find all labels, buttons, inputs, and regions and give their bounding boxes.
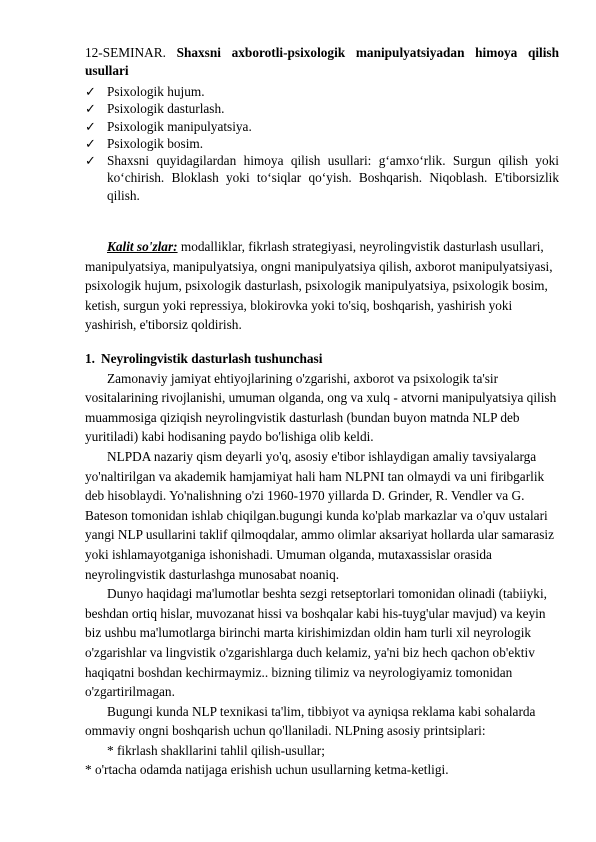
paragraph: * fikrlash shakllarini tahlil qilish-usullar; [107, 742, 325, 758]
list-item: ✓ Psixologik hujum. [85, 84, 205, 99]
seminar-number: 12-SEMINAR. [85, 45, 166, 60]
paragraph: NLPDA nazariy qism deyarli yo'q, asosiy e'tibor ishlaydigan amaliy tavsiyalarga yo'naltirilgan va akademik hamjamiyat hali ham NLPNI tan olmaydi va uni firibgarlik deb hisoblaydi. Yo'nalishning o'zi 1960-1970 yillarda D. Grinder, R. Vendler va G. Bateson tomonidan ishlab chiqilgan.bugungi kunda ko'plab markazlar va o'quv ustalari yangi NLP usullarini taklif qilmoqdalar, ammo olimlar aksariyat hollarda ular samarasiz yoki ishlamayotganiga ishonishadi. Umuman olganda, mutaxassislar orasida neyrolingvistik dasturlashga munosabat noaniq. [85, 448, 555, 582]
paragraph: Bugungi kunda NLP texnikasi ta'lim, tibbiyot va ayniqsa reklama kabi sohalarda ommaviy ongni boshqarish uchun qo'llaniladi. NLPning asosiy printsiplari: [85, 703, 536, 739]
section-number: 1. [85, 351, 95, 366]
paragraph: Dunyo haqidagi ma'lumotlar beshta sezgi retseptorlari tomonidan olinadi (tabiiyki, beshdan ortiq hislar, muvozanat hissi va boshqalar kabi his-tuyg'ular mavjud) va keyin biz ushbu ma'lumotlarga birinchi marta kirishimizdan oldin ham turli xil neyrologik o'zgarishlar va lingvistik o'zgarishlarga duch kelamiz, ya'ni biz hech qachon ob'ektiv haqiqatni boshdan kechirmaymiz.. bizning tilimiz va neyrologiyamiz tomonidan o'zgartirilmagan. [85, 586, 547, 700]
seminar-title: Shaxsni axborotli-psixologik manipulyatsiyadan himoya qilish usullari [85, 45, 559, 78]
keywords-text: modalliklar, fikrlash strategiyasi, neyrolingvistik dasturlash usullari, manipulyatsiya, manipulyatsiya, ongni manipulyatsiya qilish, axborot manipulyatsiyasi, psixologik hujum, psixologik dasturlash, psixologik manipulyatsiya, psixologik bosim, ketish, surgun yoki repressiya, blokirovka yoki to'siq, boshqarish, yashirish yoki yashirish, e'tiborsiz qoldirish. [85, 239, 553, 333]
section-title: Neyrolingvistik dasturlash tushunchasi [101, 351, 323, 366]
checkmark-icon: ✓ [85, 118, 96, 134]
checkmark-icon: ✓ [85, 101, 96, 117]
list-item: ✓ Shaxsni quyidagilardan himoya qilish usullari: g‘amxo‘rlik. Surgun qilish yoki ko‘chirish. Bloklash yoki to‘siqlar qo‘yish. Boshqarish. Niqoblash. E'tiborsizlik qilish. [85, 153, 559, 203]
paragraph: Zamonaviy jamiyat ehtiyojlarining o'zgarishi, axborot va psixologik ta'sir vositalarining rivojlanishi, umuman olganda, ong va xulq - atvorni manipulyatsiya qilish muammosiga qiziqish neyrolingvistik dasturlash (bundan buyon matnda NLP deb yuritiladi) kabi hodisaning paydo bo'lishiga olib keldi. [85, 370, 557, 445]
checklist [85, 83, 559, 204]
checkmark-icon: ✓ [85, 153, 96, 169]
section-heading [85, 349, 559, 369]
keywords-paragraph [85, 237, 559, 335]
checkmark-icon: ✓ [85, 84, 96, 99]
page-title [85, 44, 559, 80]
list-item: ✓ Psixologik manipulyatsiya. [85, 118, 252, 134]
list-item: ✓ Psixologik dasturlash. [85, 101, 225, 117]
paragraph: * o'rtacha odamda natijaga erishish uchun usullarning ketma-ketligi. [85, 762, 449, 778]
section-1 [85, 349, 559, 780]
keywords-label: Kalit so'zlar: [107, 239, 178, 254]
list-item: ✓ Psixologik bosim. [85, 135, 204, 151]
checkmark-icon: ✓ [85, 135, 96, 151]
